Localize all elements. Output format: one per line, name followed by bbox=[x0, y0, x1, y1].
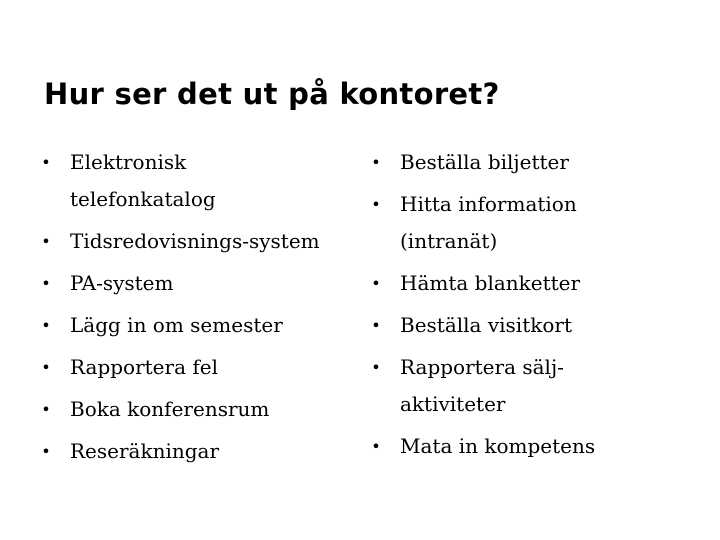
bullet-icon: • bbox=[41, 274, 51, 293]
left-bullet-list bbox=[30, 144, 350, 475]
list-item bbox=[360, 428, 710, 465]
list-item-text: Hämta blanketter bbox=[400, 271, 581, 295]
list-item-text: Tidsredovisnings-system bbox=[70, 229, 320, 253]
list-item bbox=[360, 307, 710, 344]
list-item bbox=[30, 349, 350, 386]
bullet-icon: • bbox=[41, 400, 51, 419]
list-item bbox=[30, 307, 350, 344]
list-item bbox=[360, 265, 710, 302]
list-item-text: Lägg in om semester bbox=[70, 313, 283, 337]
list-item bbox=[30, 265, 350, 302]
right-bullet-list bbox=[360, 144, 710, 470]
bullet-icon: • bbox=[41, 232, 51, 251]
bullet-icon: • bbox=[371, 316, 381, 335]
bullet-icon: • bbox=[41, 153, 51, 172]
list-item-text: Rapportera sälj-aktiviteter bbox=[400, 355, 564, 416]
list-item-text: Beställa biljetter bbox=[400, 150, 569, 174]
list-item-text: PA-system bbox=[70, 271, 174, 295]
list-item-text: Hitta information (intranät) bbox=[400, 192, 577, 253]
slide-title: Hur ser det ut på kontoret? bbox=[44, 77, 500, 111]
list-item bbox=[360, 349, 590, 423]
bullet-icon: • bbox=[371, 358, 381, 377]
list-item-text: Elektronisk telefonkatalog bbox=[70, 150, 216, 211]
bullet-icon: • bbox=[41, 358, 51, 377]
bullet-icon: • bbox=[41, 316, 51, 335]
list-item bbox=[360, 186, 630, 260]
list-item bbox=[30, 144, 260, 218]
list-item-text: Beställa visitkort bbox=[400, 313, 572, 337]
bullet-icon: • bbox=[371, 274, 381, 293]
bullet-icon: • bbox=[371, 195, 381, 214]
bullet-icon: • bbox=[41, 442, 51, 461]
bullet-icon: • bbox=[371, 153, 381, 172]
list-item bbox=[30, 391, 350, 428]
bullet-icon: • bbox=[371, 437, 381, 456]
list-item-text: Boka konferensrum bbox=[70, 397, 270, 421]
list-item-text: Reseräkningar bbox=[70, 439, 220, 463]
list-item bbox=[30, 433, 350, 470]
list-item-text: Rapportera fel bbox=[70, 355, 218, 379]
list-item-text: Mata in kompetens bbox=[400, 434, 596, 458]
list-item bbox=[360, 144, 710, 181]
list-item bbox=[30, 223, 350, 260]
